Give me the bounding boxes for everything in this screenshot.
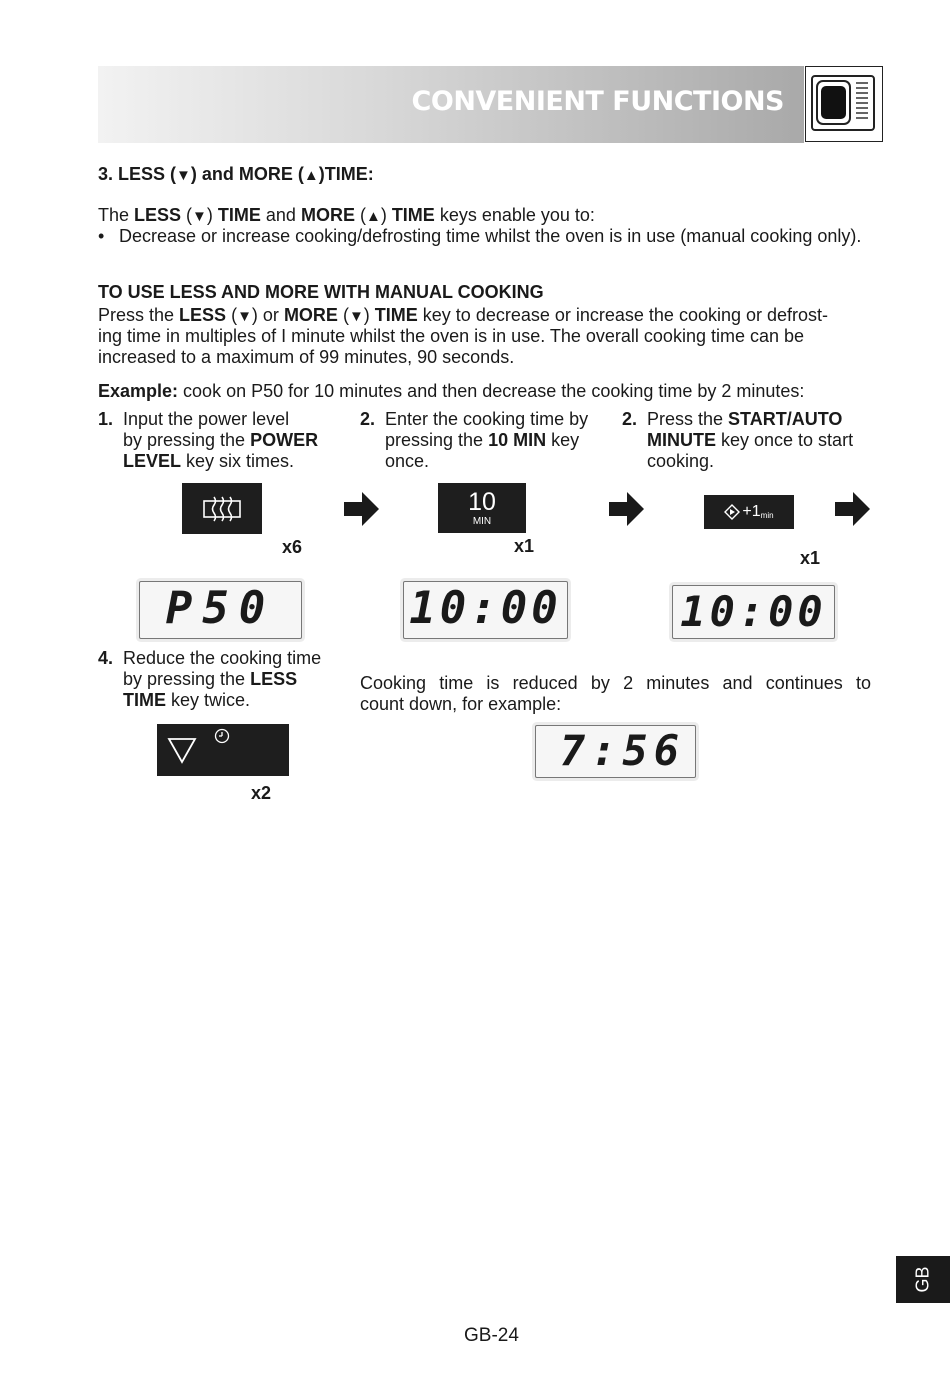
example-line: Example: cook on P50 for 10 minutes and then decrease the cooking time by 2 minutes: (98, 381, 805, 401)
power-level-key[interactable] (182, 483, 262, 534)
power-level-icon (182, 483, 262, 534)
language-tab (896, 1256, 950, 1303)
less-time-key[interactable] (157, 724, 289, 776)
bullet-text: Decrease or increase cooking/defrosting time whilst the oven is in use (manual cooking only). (119, 226, 862, 246)
ten-min-key-number: 10 (468, 488, 496, 516)
display-10-00-b: 10:00 (672, 585, 835, 639)
clock-icon (216, 730, 229, 743)
manual-line-1: Press the LESS (▼) or MORE (▼) TIME key to decrease or increase the cooking or defrost- (98, 305, 829, 325)
manual-heading: TO USE LESS AND MORE WITH MANUAL COOKING (98, 282, 544, 302)
display-p50: P50 (139, 581, 302, 639)
step-3-text: 2. Press the START/AUTO MINUTE key once to start cooking. (622, 409, 854, 471)
page-number: GB-24 (464, 1325, 519, 1346)
ten-min-key-label: MIN (472, 516, 492, 527)
start-key-label: +1 (742, 503, 761, 520)
step-2-multiplier: x1 (514, 536, 535, 556)
start-auto-minute-key[interactable] (704, 495, 794, 529)
step-2-text: 2. Enter the cooking time by pressing the 10 MIN key once. (360, 409, 589, 471)
language-tab-label: GB (912, 1266, 933, 1293)
result-line-2: count down, for example: (360, 694, 562, 714)
step-1-text: 1. Input the power level by pressing the POWER LEVEL key six times. (98, 409, 319, 471)
display-10-00-a: 10:00 (403, 581, 568, 639)
result-line-1: Cooking time is reduced by 2 minutes and continues to (360, 673, 871, 693)
bullet-marker: • (98, 226, 105, 246)
header-banner (98, 66, 804, 143)
intro-paragraph: The LESS (▼) TIME and MORE (▲) TIME keys enable you to: (98, 205, 595, 225)
step-3-multiplier: x1 (800, 548, 821, 568)
arrow-right-icon (344, 492, 380, 526)
step-4-multiplier: x2 (251, 783, 272, 803)
step-1-multiplier: x6 (282, 537, 303, 557)
step-4-text: 4. Reduce the cooking time by pressing the LESS TIME key twice. (98, 648, 322, 710)
down-triangle-icon (169, 739, 195, 762)
microwave-icon (805, 66, 883, 142)
manual-line-3: increased to a maximum of 99 minutes, 90 seconds. (98, 347, 515, 367)
arrow-right-icon (835, 492, 871, 526)
start-icon (724, 504, 740, 520)
page-title: CONVENIENT FUNCTIONS (411, 86, 784, 117)
display-7-56: 7:56 (535, 725, 696, 778)
ten-min-key[interactable] (438, 483, 526, 533)
arrow-right-icon (609, 492, 645, 526)
manual-line-2: ing time in multiples of I minute whilst the oven is in use. The overall cooking time can be (98, 326, 805, 346)
section-heading: 3. LESS (▼) and MORE (▲)TIME: (98, 164, 374, 184)
start-key-sublabel: min (760, 510, 774, 520)
